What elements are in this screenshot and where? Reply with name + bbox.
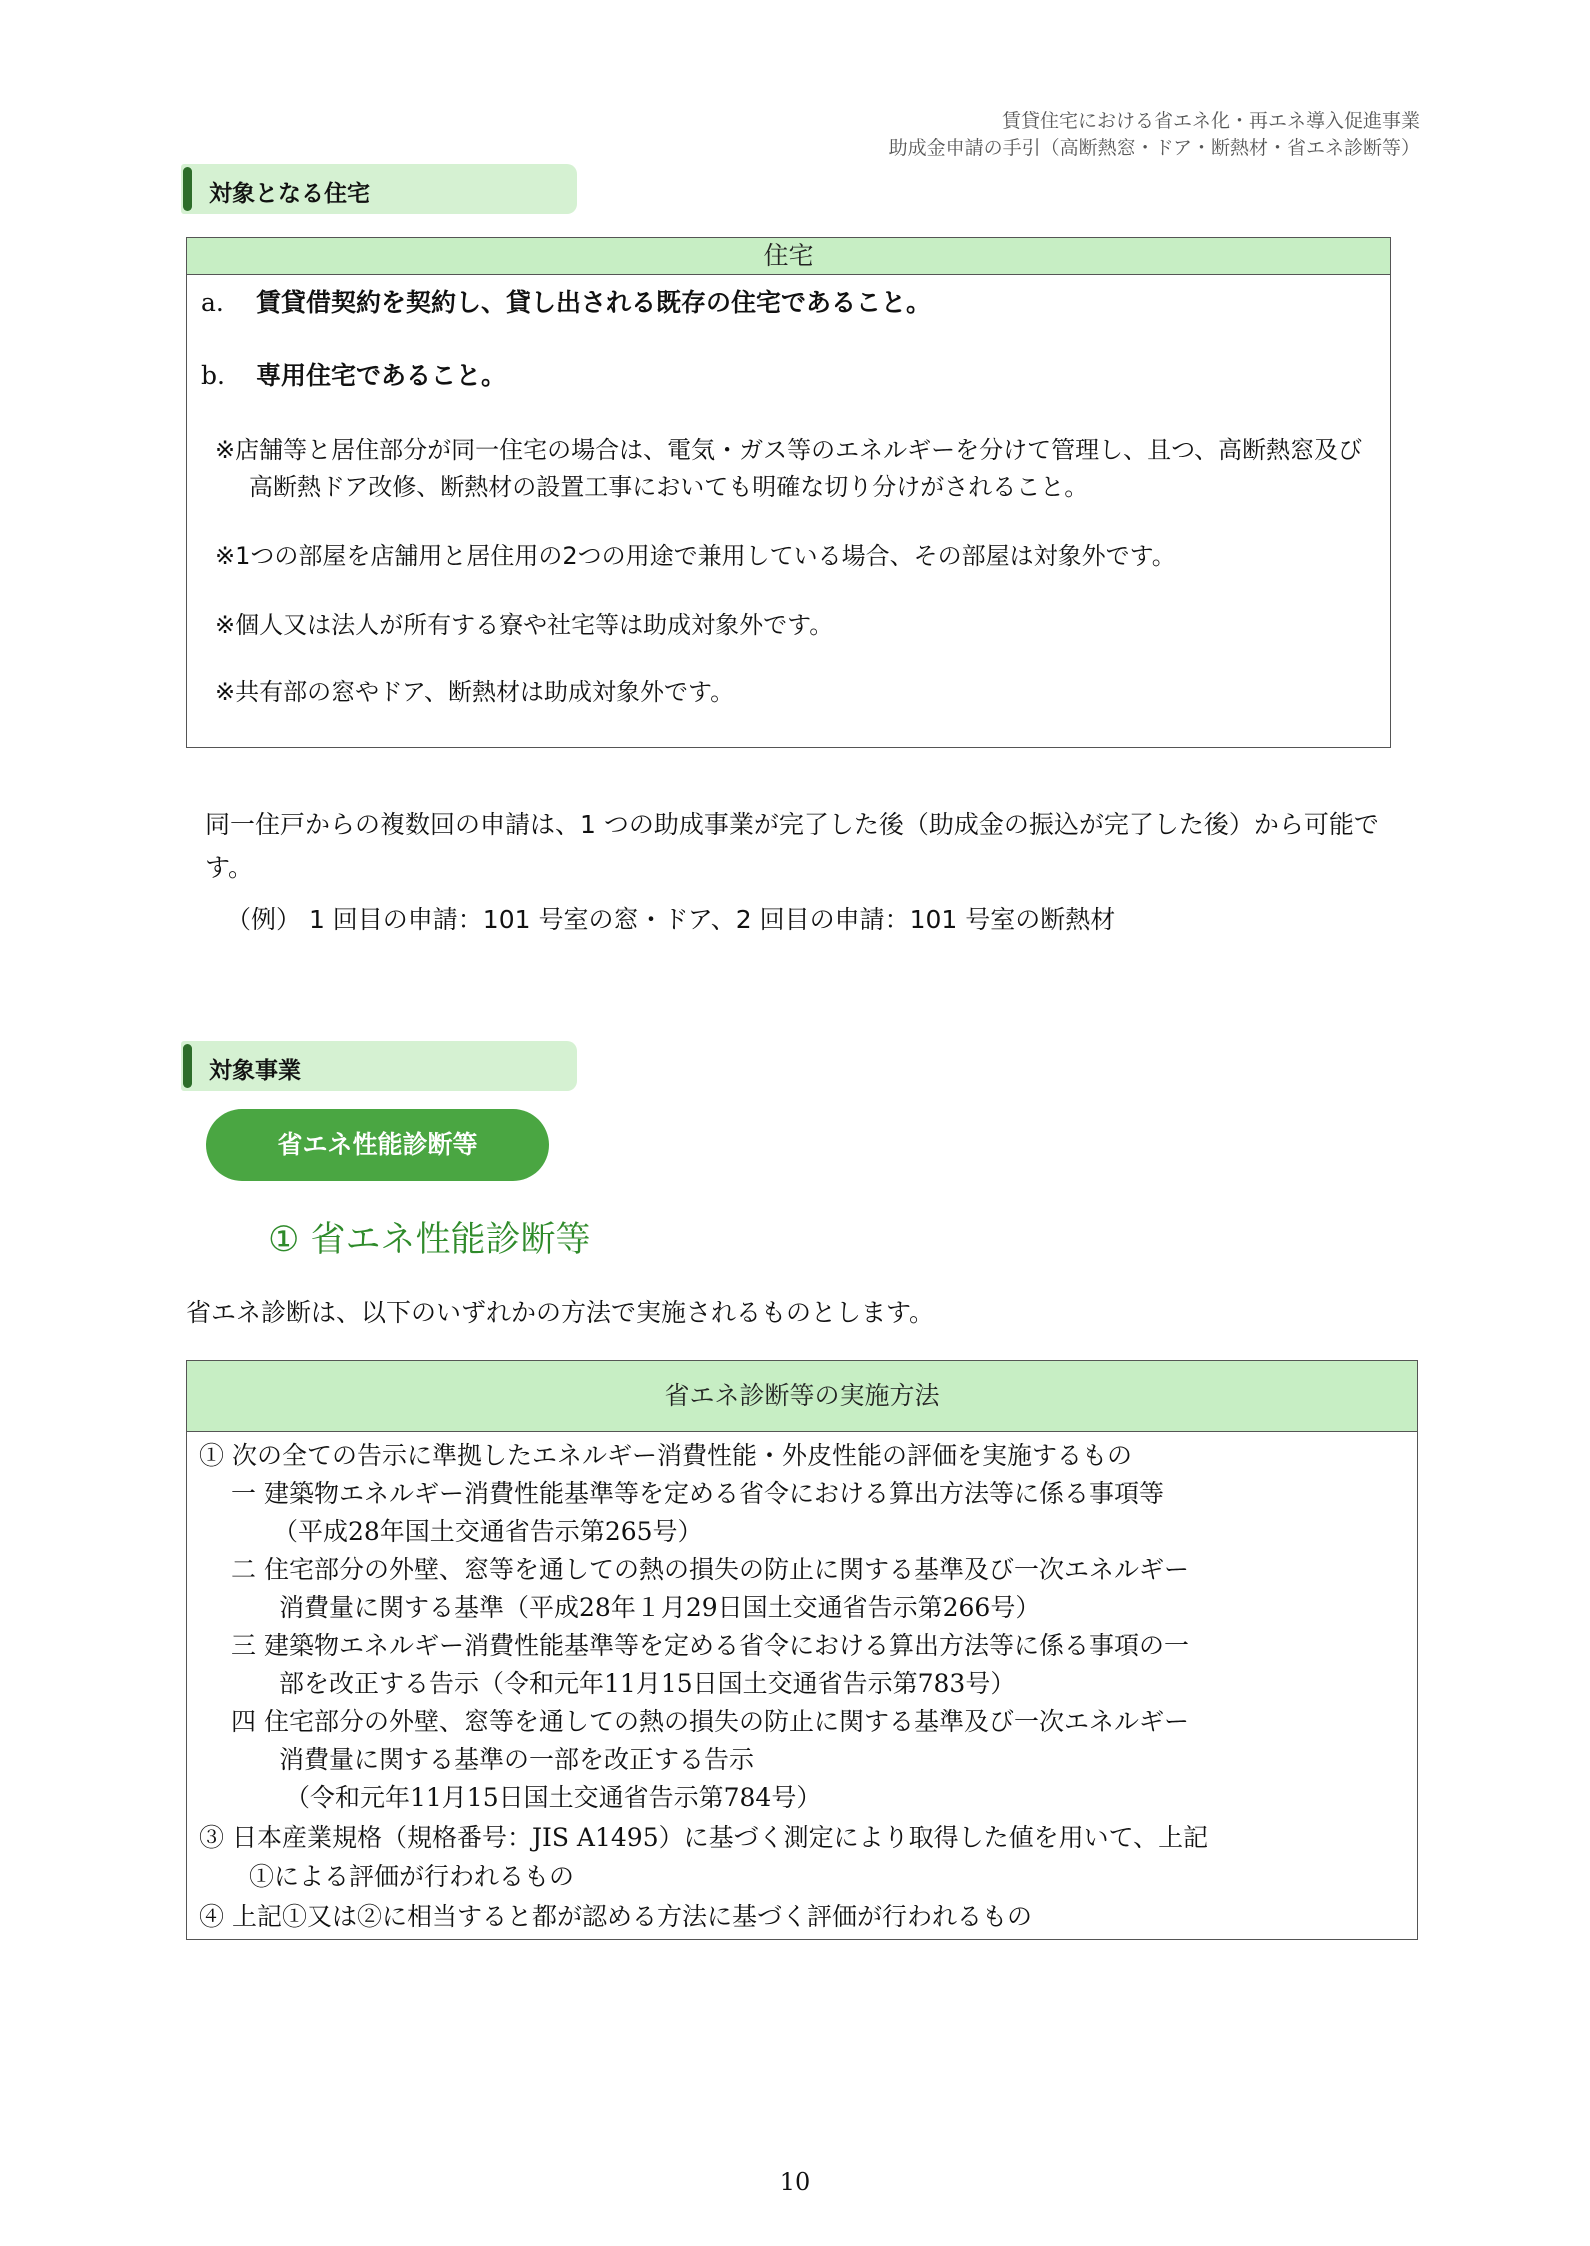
diagnosis-intro: 省エネ診断は、以下のいずれかの方法で実施されるものとします。 — [186, 1298, 935, 1327]
section-marker — [183, 167, 192, 211]
box-header: 住宅 — [187, 238, 1390, 275]
multiple-application-paragraph: 同一住戸からの複数回の申請は、1 つの助成事業が完了した後（助成金の振込が完了した後）から可能です。 — [205, 810, 1379, 882]
section-title: 対象事業 — [209, 1058, 301, 1084]
method-line-12: ①による評価が行われるもの — [249, 1862, 575, 1891]
method-line-9: 消費量に関する基準の一部を改正する告示 — [279, 1745, 755, 1774]
section-tag-target-projects — [181, 1041, 577, 1091]
note-2: ※1つの部屋を店舗用と居住用の2つの用途で兼用している場合、その部屋は対象外です。 — [215, 542, 1176, 570]
note-3: ※個人又は法人が所有する寮や社宅等は助成対象外です。 — [215, 611, 834, 639]
requirement-item-b — [201, 356, 506, 392]
method-line-3: （平成28年国土交通省告示第265号） — [273, 1517, 703, 1546]
method-line-10: （令和元年11月15日国土交通省告示第784号） — [285, 1783, 822, 1812]
note-4: ※共有部の窓やドア、断熱材は助成対象外です。 — [215, 678, 735, 706]
note-1: ※店舗等と居住部分が同一住宅の場合は、電気・ガス等のエネルギーを分けて管理し、且つ、高断熱窓及び高断熱ドア改修、断熱材の設置工事においても明確な切り分けがされること。 — [215, 436, 1363, 501]
method-line-11: ③ 日本産業規格（規格番号：JIS A1495）に基づく測定により取得した値を用いて、上記 — [199, 1823, 1209, 1852]
item-mark: a. — [201, 288, 224, 317]
section-marker — [183, 1044, 192, 1088]
section-title: 対象となる住宅 — [209, 181, 370, 207]
method-line-8: 四 住宅部分の外壁、窓等を通しての熱の損失の防止に関する基準及び一次エネルギー — [231, 1707, 1189, 1736]
method-line-13: ④ 上記①又は②に相当すると都が認める方法に基づく評価が行われるもの — [199, 1902, 1032, 1931]
method-line-6: 三 建築物エネルギー消費性能基準等を定める省令における算出方法等に係る事項の一 — [231, 1631, 1189, 1660]
diagnosis-methods-box — [186, 1360, 1418, 1940]
requirement-item-a — [201, 283, 931, 319]
method-line-5: 消費量に関する基準（平成28年１月29日国土交通省告示第266号） — [279, 1593, 1041, 1622]
item-mark: b. — [201, 361, 225, 390]
subsection-title: ① 省エネ性能診断等 — [268, 1220, 591, 1260]
item-text: 専用住宅であること。 — [256, 361, 507, 390]
method-line-7: 部を改正する告示（令和元年11月15日国土交通省告示第783号） — [279, 1669, 1016, 1698]
method-line-1: ① 次の全ての告示に準拠したエネルギー消費性能・外皮性能の評価を実施するもの — [199, 1441, 1132, 1470]
section-tag-target-housing — [181, 164, 577, 214]
box-header: 省エネ診断等の実施方法 — [187, 1361, 1417, 1432]
header-line-1: 賃貸住宅における省エネ化・再エネ導入促進事業 — [1001, 110, 1420, 132]
document-header — [889, 108, 1420, 162]
example-line: （例） 1 回目の申請：101 号室の窓・ドア、2 回目の申請：101 号室の断熱材 — [226, 905, 1116, 934]
method-line-4: 二 住宅部分の外壁、窓等を通しての熱の損失の防止に関する基準及び一次エネルギー — [231, 1555, 1189, 1584]
housing-requirements-box — [186, 237, 1391, 748]
item-text: 賃貸借契約を契約し、貸し出される既存の住宅であること。 — [256, 288, 932, 317]
method-line-2: 一 建築物エネルギー消費性能基準等を定める省令における算出方法等に係る事項等 — [231, 1479, 1164, 1508]
page-number: 10 — [779, 2168, 811, 2196]
category-pill: 省エネ性能診断等 — [206, 1109, 549, 1181]
header-line-2: 助成金申請の手引（高断熱窓・ドア・断熱材・省エネ診断等） — [888, 137, 1420, 159]
